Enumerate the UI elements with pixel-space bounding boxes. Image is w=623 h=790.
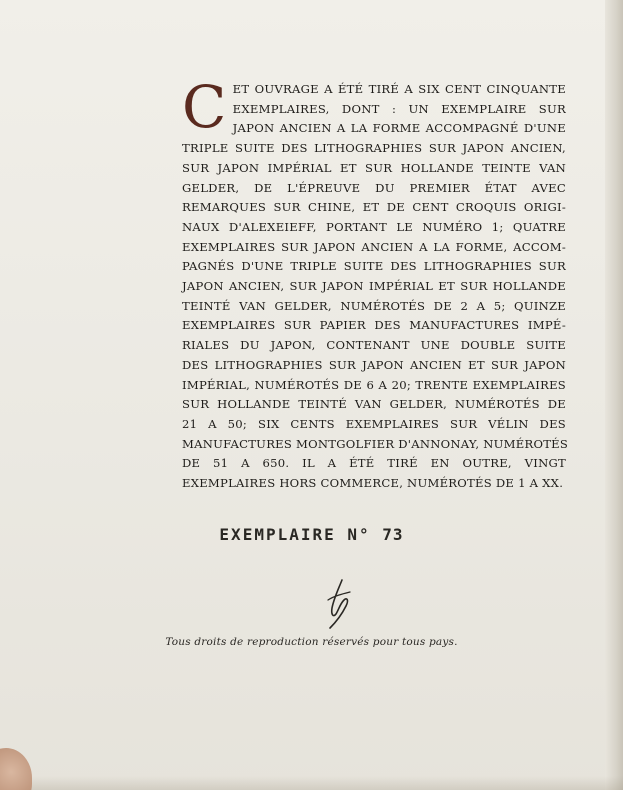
colophon-line: EXEMPLAIRES SUR PAPIER DES MANUFACTURES IMPÉ- xyxy=(182,318,566,333)
colophon-line: 21 A 50; SIX CENTS EXEMPLAIRES SUR VÉLIN DES xyxy=(182,416,566,431)
signature-mark xyxy=(320,578,358,630)
colophon-line: SUR JAPON IMPÉRIAL ET SUR HOLLANDE TEINTE VAN xyxy=(182,160,566,175)
copy-number-value: 73 xyxy=(382,525,404,544)
page-edge xyxy=(605,0,623,790)
colophon-line: PAGNÉS D'UNE TRIPLE SUITE DES LITHOGRAPHIES SUR xyxy=(182,259,566,274)
colophon-line: TRIPLE SUITE DES LITHOGRAPHIES SUR JAPON ANCIEN, xyxy=(182,141,566,156)
colophon-line: GELDER, DE L'ÉPREUVE DU PREMIER ÉTAT AVEC xyxy=(182,180,566,195)
page-shadow xyxy=(0,776,623,790)
colophon-line: SUR HOLLANDE TEINTÉ VAN GELDER, NUMÉROTÉS DE xyxy=(182,397,566,412)
colophon-line: RIALES DU JAPON, CONTENANT UNE DOUBLE SUITE xyxy=(182,338,566,353)
drop-cap: C xyxy=(182,73,227,141)
colophon-line: JAPON ANCIEN, SUR JAPON IMPÉRIAL ET SUR HOLLANDE xyxy=(182,279,566,294)
colophon-line: REMARQUES SUR CHINE, ET DE CENT CROQUIS ORIGI- xyxy=(182,200,566,215)
copy-number-label: EXEMPLAIRE N° xyxy=(219,525,371,544)
rights-notice: Tous droits de reproduction réservés pour tous pays. xyxy=(165,636,458,648)
colophon-line: EXEMPLAIRES, DONT : UN EXEMPLAIRE SUR xyxy=(232,101,566,116)
colophon-text xyxy=(182,73,569,494)
colophon-line: EXEMPLAIRES HORS COMMERCE, NUMÉROTÉS DE 1 A XX. xyxy=(182,476,564,491)
colophon-line: EXEMPLAIRES SUR JAPON ANCIEN A LA FORME, ACCOM- xyxy=(182,239,566,254)
thumb xyxy=(0,748,32,790)
colophon-line: JAPON ANCIEN A LA FORME ACCOMPAGNÉ D'UNE xyxy=(232,121,566,136)
colophon-line: NAUX D'ALEXEIEFF, PORTANT LE NUMÉRO 1; QUATRE xyxy=(182,219,566,234)
colophon-line: IMPÉRIAL, NUMÉROTÉS DE 6 A 20; TRENTE EXEMPLAIRES xyxy=(182,377,566,392)
colophon-line: MANUFACTURES MONTGOLFIER D'ANNONAY, NUMÉROTÉS xyxy=(182,436,569,451)
copy-number xyxy=(0,525,623,544)
colophon-line: TEINTÉ VAN GELDER, NUMÉROTÉS DE 2 A 5; QUINZE xyxy=(182,298,566,313)
colophon-line: ET OUVRAGE A ÉTÉ TIRÉ A SIX CENT CINQUANTE xyxy=(232,82,566,96)
colophon-line: DES LITHOGRAPHIES SUR JAPON ANCIEN ET SUR JAPON xyxy=(182,357,566,372)
colophon-line: DE 51 A 650. IL A ÉTÉ TIRÉ EN OUTRE, VINGT xyxy=(182,456,566,471)
